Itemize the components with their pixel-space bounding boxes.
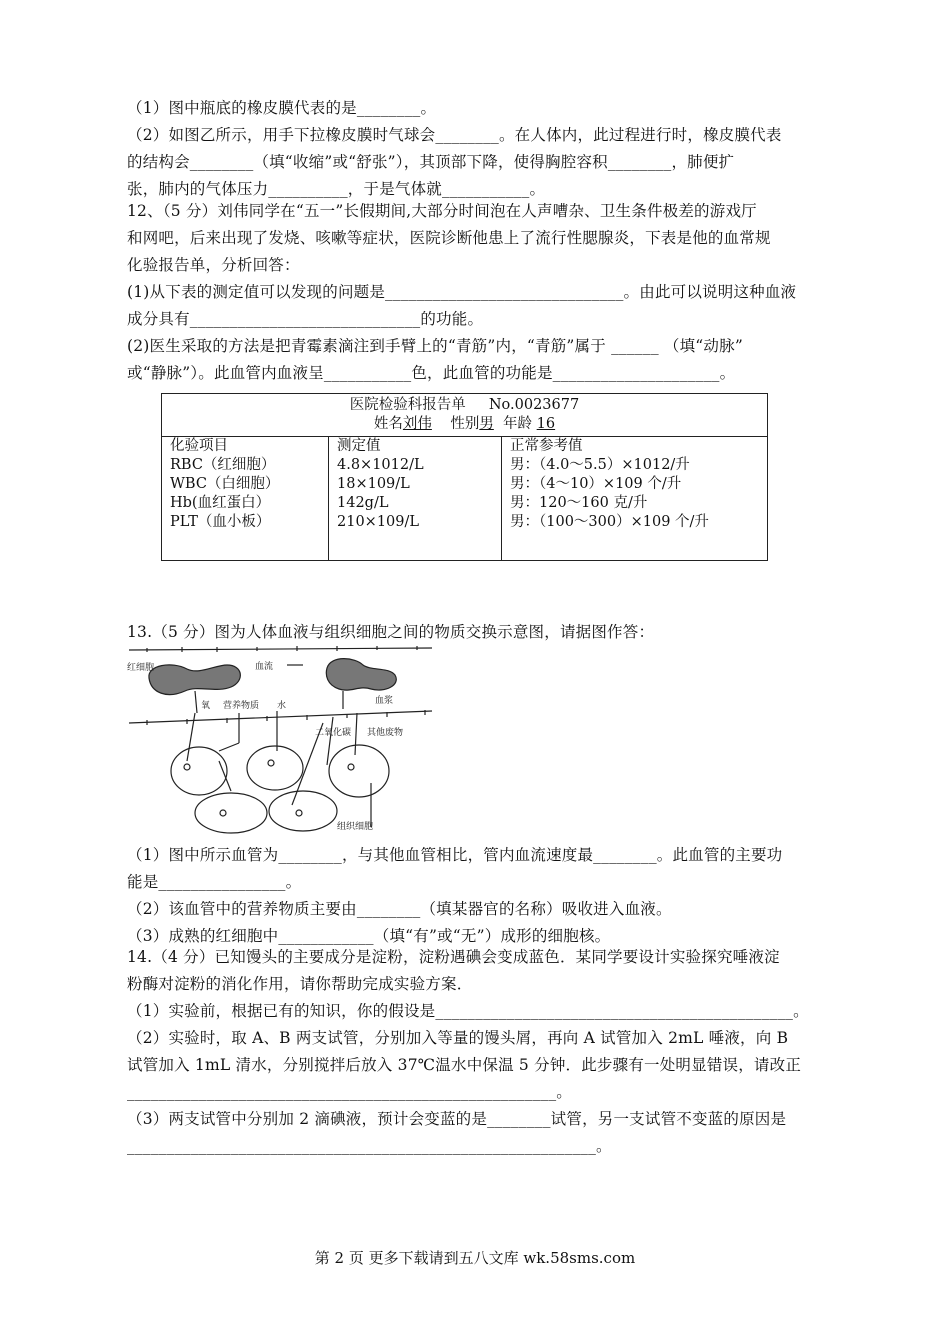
col-items [162,437,329,561]
q13-line-3: （2）该血管中的营养物质主要由________（填某器官的名称）吸收进入血液。 [127,900,672,918]
capillary-upper-wall [129,648,432,650]
report-header [162,394,768,437]
q14-line-2: 粉酶对淀粉的消化作用，请你帮助完成实验方案． [127,975,473,993]
q11-line-4: 张，肺内的气体压力__________，于是气体就___________。 [127,180,546,198]
q11-line-1: （1）图中瓶底的橡皮膜代表的是________。 [127,99,437,117]
row-reference: 男：（4～10）×109 个/升 [510,476,682,492]
q13-intro: 13.（5 分）图为人体血液与组织细胞之间的物质交换示意图，请据图作答： [127,623,655,641]
tissue-cell-1 [171,747,227,795]
row-reference: 男：（100～300）×109 个/升 [510,514,709,530]
q14-line-4: （2）实验时，取 A、B 两支试管，分别加入等量的馒头屑，再向 A 试管加入 2mL 唾液，向 B [127,1029,789,1047]
q14-line-8: ___________________________________________________________。 [127,1137,612,1155]
label-rbc: 红细胞 [127,663,155,673]
q12-line-5: 成分具有_____________________________的功能。 [127,310,484,328]
q14-block [127,944,827,1160]
label-co2: 二氧化碳 [315,728,352,738]
tissue-cell-5 [269,791,337,831]
col-reference [502,437,768,561]
patient-gender: 男 [479,416,494,432]
q12-block [127,198,827,387]
row-value: 18×109/L [337,476,410,492]
q12-line-2: 和网吧，后来出现了发烧、咳嗽等症状，医院诊断他患上了流行性腮腺炎，下表是他的血常规 [127,229,771,247]
row-item: Hb(血红蛋白） [170,495,271,511]
q13-line-4: （3）成熟的红细胞中____________（填“有”或“无”）成形的细胞核。 [127,927,611,945]
q13-line-1: （1）图中所示血管为________，与其他血管相比，管内血流速度最________。此血管的主要功 [127,846,783,864]
report-number: No.0023677 [488,397,580,413]
row-reference: 男：120～160 克/升 [510,495,648,511]
q13-line-2: 能是________________。 [127,873,302,891]
row-reference: 男：（4.0～5.5）×1012/升 [510,457,690,473]
q14-line-7: （3）两支试管中分别加 2 滴碘液，预计会变蓝的是________试管，另一支试管不变蓝的原因是 [127,1110,787,1128]
row-value: 4.8×1012/L [337,457,424,473]
red-blood-cell-left [149,665,240,695]
row-item: WBC（白细胞） [170,476,280,492]
page-footer: 第 2 页 更多下载请到五八文库 wk.58sms.com [314,1249,636,1267]
header-reference: 正常参考值 [510,438,583,454]
label-water: 水 [277,701,287,711]
red-blood-cell-right [326,659,396,691]
lab-report-table [161,393,768,561]
q13-block [127,842,827,950]
label-waste: 其他废物 [367,728,404,738]
row-item: PLT（血小板） [170,514,271,530]
label-nutrients: 营养物质 [223,701,260,711]
tissue-cell-2 [247,746,303,790]
q11-block [127,95,827,203]
q12-line-6: (2)医生采取的方法是把青霉素滴注到手臂上的“青筋”内，“青筋”属于 ______ （填“动脉” [127,337,743,355]
q13-intro-block [127,619,827,646]
patient-name: 刘伟 [402,416,432,432]
gender-label: 性别 [450,416,480,432]
q14-line-3: （1）实验前，根据已有的知识，你的假设是_____________________________________________。 [127,1002,809,1020]
q14-line-6: ______________________________________________________。 [127,1083,572,1101]
header-item: 化验项目 [170,438,228,454]
q12-line-1: 12、（5 分）刘伟同学在“五一”长假期间,大部分时间泡在人声嘈杂、卫生条件极差的游戏厅 [127,202,757,220]
q12-line-3: 化验报告单，分析回答： [127,256,300,274]
q14-line-5: 试管加入 1mL 清水，分别搅拌后放入 37℃温水中保温 5 分钟．此步骤有一处明显错误，请改正 [127,1056,802,1074]
label-oxygen: 氧 [201,701,211,711]
label-tissue-cell: 组织细胞 [337,822,374,832]
patient-age: 16 [536,416,556,432]
tissue-cell-4 [195,793,267,833]
tissue-cell-3 [329,745,389,797]
row-value: 210×109/L [337,514,420,530]
blood-tissue-exchange-diagram [127,643,437,835]
q12-line-7: 或“静脉”）。此血管内血液呈___________色，此血管的功能是_____________________。 [127,364,736,382]
label-plasma: 血浆 [375,696,394,706]
q14-line-1: 14.（4 分）已知馒头的主要成分是淀粉，淀粉遇碘会变成蓝色．某同学要设计实验探究唾液淀 [127,948,780,966]
header-value: 测定值 [337,438,381,454]
report-title: 医院检验科报告单 [349,397,466,413]
label-blood-flow: 血流 [255,662,274,672]
name-label: 姓名 [373,416,403,432]
row-item: RBC（红细胞） [170,457,276,473]
age-label: 年龄 [503,416,533,432]
row-value: 142g/L [337,495,389,511]
q12-line-4: (1)从下表的测定值可以发现的问题是______________________________。由此可以说明这种血液 [127,283,797,301]
q11-line-3: 的结构会________（填“收缩”或“舒张”），其顶部下降，使得胸腔容积________，肺便扩 [127,153,735,171]
q11-line-2: （2）如图乙所示，用手下拉橡皮膜时气球会________。在人体内，此过程进行时，橡皮膜代表 [127,126,782,144]
col-values [329,437,502,561]
